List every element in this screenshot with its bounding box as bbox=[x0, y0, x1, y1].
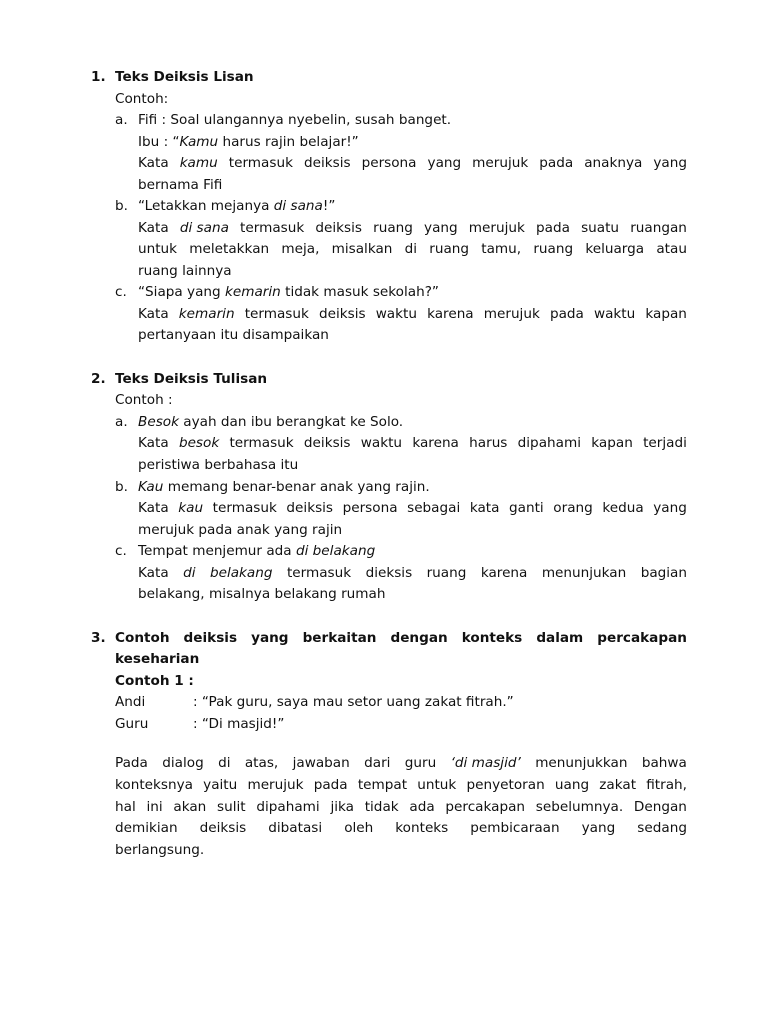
section-2-heading bbox=[0, 368, 768, 390]
word: meletakkan bbox=[189, 241, 270, 257]
paragraph-line-2 bbox=[0, 774, 768, 796]
item-1c-sentence bbox=[0, 281, 768, 303]
word: sebagai bbox=[407, 500, 461, 516]
word: sulit bbox=[217, 799, 246, 815]
text-run: “Siapa yang bbox=[138, 284, 225, 300]
section-1-heading bbox=[0, 66, 768, 88]
word: konteks bbox=[461, 630, 523, 646]
item-1c-explanation-2 bbox=[0, 324, 768, 346]
italic-run: Kau bbox=[138, 479, 164, 495]
word: Kata bbox=[138, 220, 169, 236]
item-1a-explanation-1 bbox=[0, 152, 768, 174]
paragraph-line-4 bbox=[0, 817, 768, 839]
word: yang bbox=[424, 220, 458, 236]
word: yang bbox=[427, 155, 462, 171]
word: merujuk bbox=[247, 777, 304, 793]
word: Kata bbox=[138, 500, 169, 516]
word: deiksis bbox=[286, 500, 334, 516]
italic-word: kemarin bbox=[178, 306, 235, 322]
word: ruang bbox=[429, 241, 470, 257]
word: meja, bbox=[281, 241, 320, 257]
word: ganti bbox=[509, 500, 544, 516]
paragraph-line-3 bbox=[0, 796, 768, 818]
item-1a-sentence-2 bbox=[0, 131, 768, 153]
word: dibatasi bbox=[268, 820, 323, 836]
dialog-line-guru bbox=[0, 713, 768, 735]
item-1a-sentence bbox=[0, 109, 768, 131]
word: kata bbox=[469, 500, 500, 516]
word: dalam bbox=[536, 630, 584, 646]
section-title: Teks Deiksis Tulisan bbox=[115, 371, 268, 387]
item-2a-explanation-2 bbox=[0, 454, 768, 476]
word: untuk bbox=[417, 777, 457, 793]
section-number: 3. bbox=[91, 630, 106, 646]
justified-line bbox=[138, 497, 687, 519]
paragraph-line-5 bbox=[0, 839, 768, 861]
word: Kata bbox=[138, 155, 169, 171]
paragraph-line-1 bbox=[0, 752, 768, 774]
example-label-text: Contoh 1 : bbox=[115, 673, 194, 689]
italic-word: di bbox=[183, 565, 196, 581]
example-label bbox=[0, 389, 768, 411]
justified-line bbox=[115, 796, 687, 818]
justified-line bbox=[138, 562, 687, 584]
word: terjadi bbox=[643, 435, 687, 451]
dialog-text: : “Pak guru, saya mau setor uang zakat fitrah.” bbox=[193, 694, 514, 710]
section-number: 2. bbox=[91, 371, 106, 387]
word: kapan bbox=[591, 435, 633, 451]
word: oleh bbox=[344, 820, 374, 836]
word: percakapan bbox=[597, 630, 687, 646]
word: pada bbox=[313, 777, 348, 793]
word: atau bbox=[656, 241, 687, 257]
word: ini bbox=[146, 799, 163, 815]
text-run: tidak masuk sekolah?” bbox=[280, 284, 439, 300]
word: termasuk bbox=[228, 155, 293, 171]
item-sentence bbox=[138, 411, 403, 433]
word: ruang bbox=[426, 565, 467, 581]
justified-line bbox=[115, 774, 687, 796]
italic-word: kau bbox=[178, 500, 204, 516]
item-letter: a. bbox=[115, 112, 128, 128]
item-1b-explanation-2 bbox=[0, 238, 768, 260]
justified-line bbox=[115, 752, 687, 774]
word: konteksnya bbox=[115, 777, 193, 793]
word: zakat bbox=[599, 777, 637, 793]
item-1b-sentence bbox=[0, 195, 768, 217]
word: deiksis bbox=[303, 155, 351, 171]
word: deiksis bbox=[315, 220, 362, 236]
word: waktu bbox=[360, 435, 403, 451]
word: pada bbox=[549, 306, 584, 322]
word: merujuk bbox=[468, 220, 525, 236]
word: Contoh bbox=[115, 630, 170, 646]
item-1c-explanation-1 bbox=[0, 303, 768, 325]
italic-word: ‘di masjid’ bbox=[450, 755, 521, 771]
word: atas, bbox=[244, 755, 279, 771]
item-letter: a. bbox=[115, 414, 128, 430]
word: Kata bbox=[138, 435, 169, 451]
word: deiksis bbox=[183, 630, 238, 646]
word: uang bbox=[554, 777, 590, 793]
item-sentence-2 bbox=[138, 131, 359, 153]
item-sentence bbox=[138, 195, 335, 217]
section-title: Teks Deiksis Lisan bbox=[115, 69, 254, 85]
word: persona bbox=[342, 500, 398, 516]
word: di bbox=[404, 241, 418, 257]
item-2a-sentence bbox=[0, 411, 768, 433]
word: di bbox=[218, 755, 231, 771]
item-sentence bbox=[138, 540, 375, 562]
italic-word: di sana bbox=[179, 220, 229, 236]
word: berkaitan bbox=[302, 630, 377, 646]
word: karena bbox=[427, 306, 474, 322]
italic-word: kamu bbox=[179, 155, 218, 171]
dialog-speaker: Andi bbox=[115, 694, 146, 710]
text-run: “Letakkan mejanya bbox=[138, 198, 274, 214]
word: anaknya bbox=[584, 155, 643, 171]
word: karena bbox=[480, 565, 528, 581]
word: waktu bbox=[593, 306, 636, 322]
word: demikian bbox=[115, 820, 178, 836]
item-1b-explanation-1 bbox=[0, 217, 768, 239]
word: pembicaraan bbox=[470, 820, 560, 836]
explanation-text: bernama Fifi bbox=[138, 177, 223, 193]
text-run: Tempat menjemur ada bbox=[138, 543, 296, 559]
word: jawaban bbox=[292, 755, 350, 771]
italic-word: belakang bbox=[209, 565, 273, 581]
item-1b-explanation-3 bbox=[0, 260, 768, 282]
justified-line bbox=[138, 303, 687, 325]
word: kapan bbox=[645, 306, 687, 322]
word: Pada bbox=[115, 755, 148, 771]
word: dieksis bbox=[365, 565, 413, 581]
word: termasuk bbox=[244, 306, 309, 322]
word: tempat bbox=[357, 777, 408, 793]
word: merujuk bbox=[472, 155, 529, 171]
text-run: !” bbox=[322, 198, 336, 214]
item-2a-explanation-1 bbox=[0, 432, 768, 454]
word: termasuk bbox=[212, 500, 277, 516]
word: kedua bbox=[602, 500, 644, 516]
dialog-speaker: Guru bbox=[115, 716, 149, 732]
text-run: harus rajin belajar!” bbox=[218, 134, 359, 150]
item-sentence: Fifi : Soal ulangannya nyebelin, susah banget. bbox=[138, 112, 452, 128]
item-letter: c. bbox=[115, 543, 127, 559]
paragraph-text: berlangsung. bbox=[115, 842, 205, 858]
item-sentence bbox=[138, 281, 439, 303]
word: tidak bbox=[364, 799, 399, 815]
italic-run: kemarin bbox=[225, 284, 281, 300]
word: dipahami bbox=[517, 435, 581, 451]
justified-line bbox=[138, 217, 687, 239]
section-number: 1. bbox=[91, 69, 106, 85]
section-3-heading bbox=[0, 627, 768, 649]
word: keluarga bbox=[585, 241, 645, 257]
word: termasuk bbox=[286, 565, 352, 581]
italic-run: Kamu bbox=[179, 134, 219, 150]
word: suatu bbox=[581, 220, 620, 236]
item-2b-sentence bbox=[0, 476, 768, 498]
word: untuk bbox=[138, 241, 178, 257]
item-2c-explanation-1 bbox=[0, 562, 768, 584]
word: bahwa bbox=[641, 755, 687, 771]
word: jika bbox=[330, 799, 354, 815]
explanation-text: merujuk pada anak yang rajin bbox=[138, 522, 343, 538]
word: pada bbox=[539, 155, 574, 171]
item-2b-explanation-2 bbox=[0, 519, 768, 541]
word: akan bbox=[173, 799, 207, 815]
word: ruang bbox=[533, 241, 574, 257]
word: konteks bbox=[395, 820, 449, 836]
text-run: Ibu : “ bbox=[138, 134, 180, 150]
word: dialog bbox=[162, 755, 204, 771]
word: ruang bbox=[373, 220, 413, 236]
justified-line bbox=[138, 238, 687, 260]
italic-run: Besok bbox=[138, 414, 179, 430]
word: persona bbox=[361, 155, 417, 171]
explanation-text: ruang lainnya bbox=[138, 263, 232, 279]
word: Kata bbox=[138, 306, 169, 322]
explanation-text: pertanyaan itu disampaikan bbox=[138, 327, 329, 343]
word: percakapan bbox=[445, 799, 526, 815]
italic-run: di sana bbox=[273, 198, 323, 214]
justified-line bbox=[138, 432, 687, 454]
word: termasuk bbox=[240, 220, 305, 236]
explanation-text: belakang, misalnya belakang rumah bbox=[138, 586, 386, 602]
section-3-heading-2 bbox=[0, 648, 768, 670]
text-run: memang benar-benar anak yang rajin. bbox=[163, 479, 430, 495]
word: karena bbox=[412, 435, 459, 451]
word: deiksis bbox=[303, 435, 351, 451]
item-letter: c. bbox=[115, 284, 127, 300]
explanation-text: peristiwa berbahasa itu bbox=[138, 457, 299, 473]
word: yang bbox=[251, 630, 289, 646]
word: orang bbox=[553, 500, 593, 516]
word: sedang bbox=[637, 820, 687, 836]
justified-line bbox=[138, 152, 687, 174]
word: pada bbox=[536, 220, 570, 236]
word: harus bbox=[469, 435, 508, 451]
italic-word: besok bbox=[178, 435, 220, 451]
justified-line bbox=[115, 817, 687, 839]
word: Kata bbox=[138, 565, 169, 581]
item-1a-explanation-2 bbox=[0, 174, 768, 196]
dialog-line-andi bbox=[0, 691, 768, 713]
word: misalkan bbox=[331, 241, 393, 257]
word: merujuk bbox=[483, 306, 540, 322]
word: dengan bbox=[390, 630, 448, 646]
word: deiksis bbox=[199, 820, 247, 836]
example-label bbox=[0, 88, 768, 110]
word: yang bbox=[653, 155, 687, 171]
word: bagian bbox=[640, 565, 687, 581]
example-label bbox=[0, 670, 768, 692]
item-2b-explanation-1 bbox=[0, 497, 768, 519]
word: deiksis bbox=[318, 306, 366, 322]
section-title-justified bbox=[115, 627, 687, 649]
word: waktu bbox=[375, 306, 417, 322]
section-title-continued: keseharian bbox=[115, 651, 200, 667]
example-label-text: Contoh: bbox=[115, 91, 169, 107]
example-label-text: Contoh : bbox=[115, 392, 173, 408]
item-sentence bbox=[138, 476, 430, 498]
word: penyetoran bbox=[466, 777, 545, 793]
word: Dengan bbox=[633, 799, 687, 815]
word: menunjukkan bbox=[535, 755, 628, 771]
word: ruangan bbox=[630, 220, 687, 236]
word: guru bbox=[404, 755, 437, 771]
word: yang bbox=[653, 500, 687, 516]
item-letter: b. bbox=[115, 198, 128, 214]
word: dari bbox=[364, 755, 391, 771]
item-2c-explanation-2 bbox=[0, 583, 768, 605]
word: yang bbox=[581, 820, 616, 836]
word: dipahami bbox=[256, 799, 320, 815]
item-2c-sentence bbox=[0, 540, 768, 562]
item-letter: b. bbox=[115, 479, 128, 495]
word: menunjukan bbox=[541, 565, 627, 581]
word: ada bbox=[409, 799, 435, 815]
word: termasuk bbox=[229, 435, 294, 451]
word: yaitu bbox=[203, 777, 238, 793]
word: fitrah, bbox=[646, 777, 687, 793]
text-run: ayah dan ibu berangkat ke Solo. bbox=[178, 414, 404, 430]
dialog-text: : “Di masjid!” bbox=[193, 716, 285, 732]
italic-run: di belakang bbox=[295, 543, 376, 559]
word: tamu, bbox=[481, 241, 522, 257]
word: hal bbox=[115, 799, 136, 815]
word: sebelumnya. bbox=[535, 799, 624, 815]
